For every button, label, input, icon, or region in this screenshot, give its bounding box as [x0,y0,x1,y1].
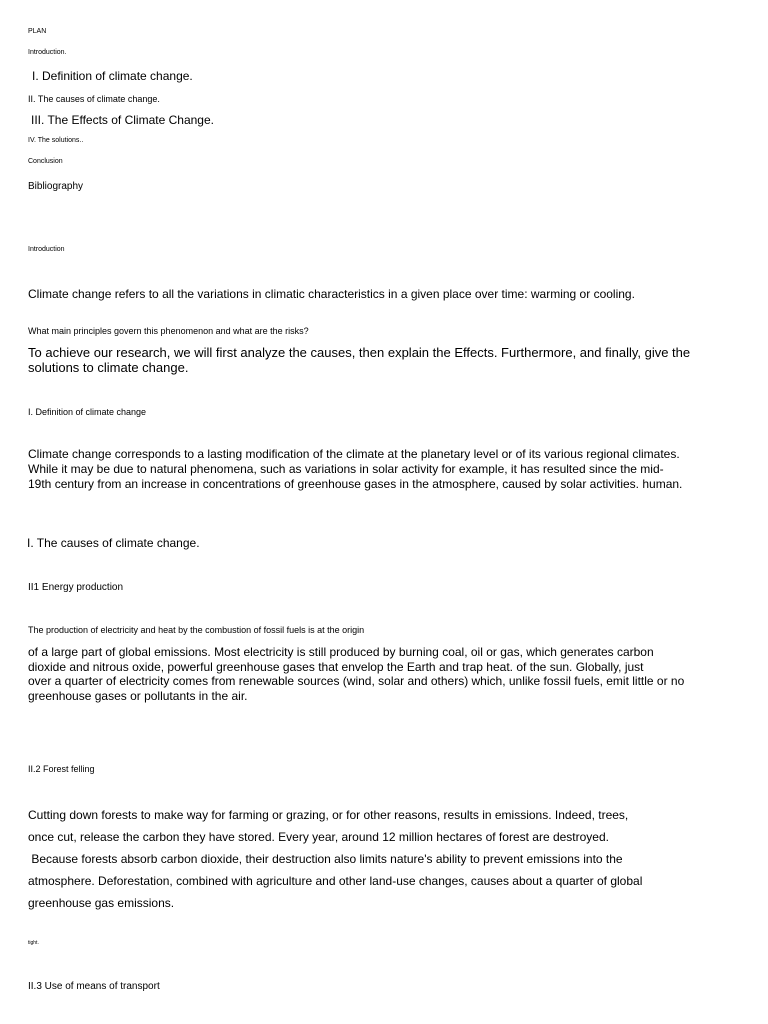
energy-production-heading: II1 Energy production [28,582,124,593]
text-line: 19th century from an increase in concentrations of greenhouse gases in the atmosphere, caused by solar activities. human. [28,477,683,491]
introduction-paragraph-2 [28,345,690,375]
text-line: atmosphere. Deforestation, combined with agriculture and other land-use changes, causes about a quarter of global [28,874,643,888]
text-line: To achieve our research, we will first analyze the causes, then explain the Effects. Furthermore, and finally, give the [28,345,691,360]
plan-introduction: Introduction. [28,49,67,56]
text-line: Climate change corresponds to a lasting modification of the climate at the planetary level or of its various regional climates. [28,447,680,461]
causes-heading: I. The causes of climate change. [27,536,200,550]
introduction-paragraph-1: Climate change refers to all the variations in climatic characteristics in a given place over time: warming or cooling. [28,287,635,301]
text-line: once cut, release the carbon they have stored. Every year, around 12 million hectares of forest are destroyed. [28,830,609,844]
text-line: greenhouse gas emissions. [28,896,175,910]
plan-item-definition: I. Definition of climate change. [32,69,193,83]
plan-conclusion: Conclusion [28,158,63,165]
energy-production-lead: The production of electricity and heat by the combustion of fossil fuels is at the origin [28,625,365,635]
definition-heading: I. Definition of climate change [28,407,147,417]
plan-item-solutions: IV. The solutions.. [28,137,84,144]
plan-bibliography: Bibliography [28,181,84,192]
text-line: greenhouse gases or pollutants in the air. [28,688,248,703]
introduction-question: What main principles govern this phenomenon and what are the risks? [28,326,309,336]
plan-heading: PLAN [28,28,47,35]
text-line: over a quarter of electricity comes from renewable sources (wind, solar and others) which, unlike fossil fuels, emit little or no [28,674,685,688]
plan-item-causes: II. The causes of climate change. [28,94,160,104]
transport-heading: II.3 Use of means of transport [28,981,160,992]
definition-paragraph [28,447,682,492]
forest-felling-note: tight. [28,940,39,946]
forest-felling-paragraph [28,804,642,914]
text-line: of a large part of global emissions. Most electricity is still produced by burning coal, oil or gas, which generates carbon [28,645,654,659]
text-line: Cutting down forests to make way for farming or grazing, or for other reasons, results in emissions. Indeed, trees, [28,808,629,822]
text-line: solutions to climate change. [28,360,189,375]
plan-item-effects: III. The Effects of Climate Change. [31,113,214,127]
text-line: Because forests absorb carbon dioxide, their destruction also limits nature's ability to prevent emissions into the [28,852,623,866]
forest-felling-heading: II.2 Forest felling [28,764,95,774]
introduction-heading: Introduction [28,246,65,253]
text-line: While it may be due to natural phenomena, such as variations in solar activity for example, it has resulted since the mid- [28,462,664,476]
text-line: dioxide and nitrous oxide, powerful greenhouse gases that envelop the Earth and trap heat. of the sun. Globally, just [28,659,644,674]
energy-production-paragraph [28,645,684,703]
